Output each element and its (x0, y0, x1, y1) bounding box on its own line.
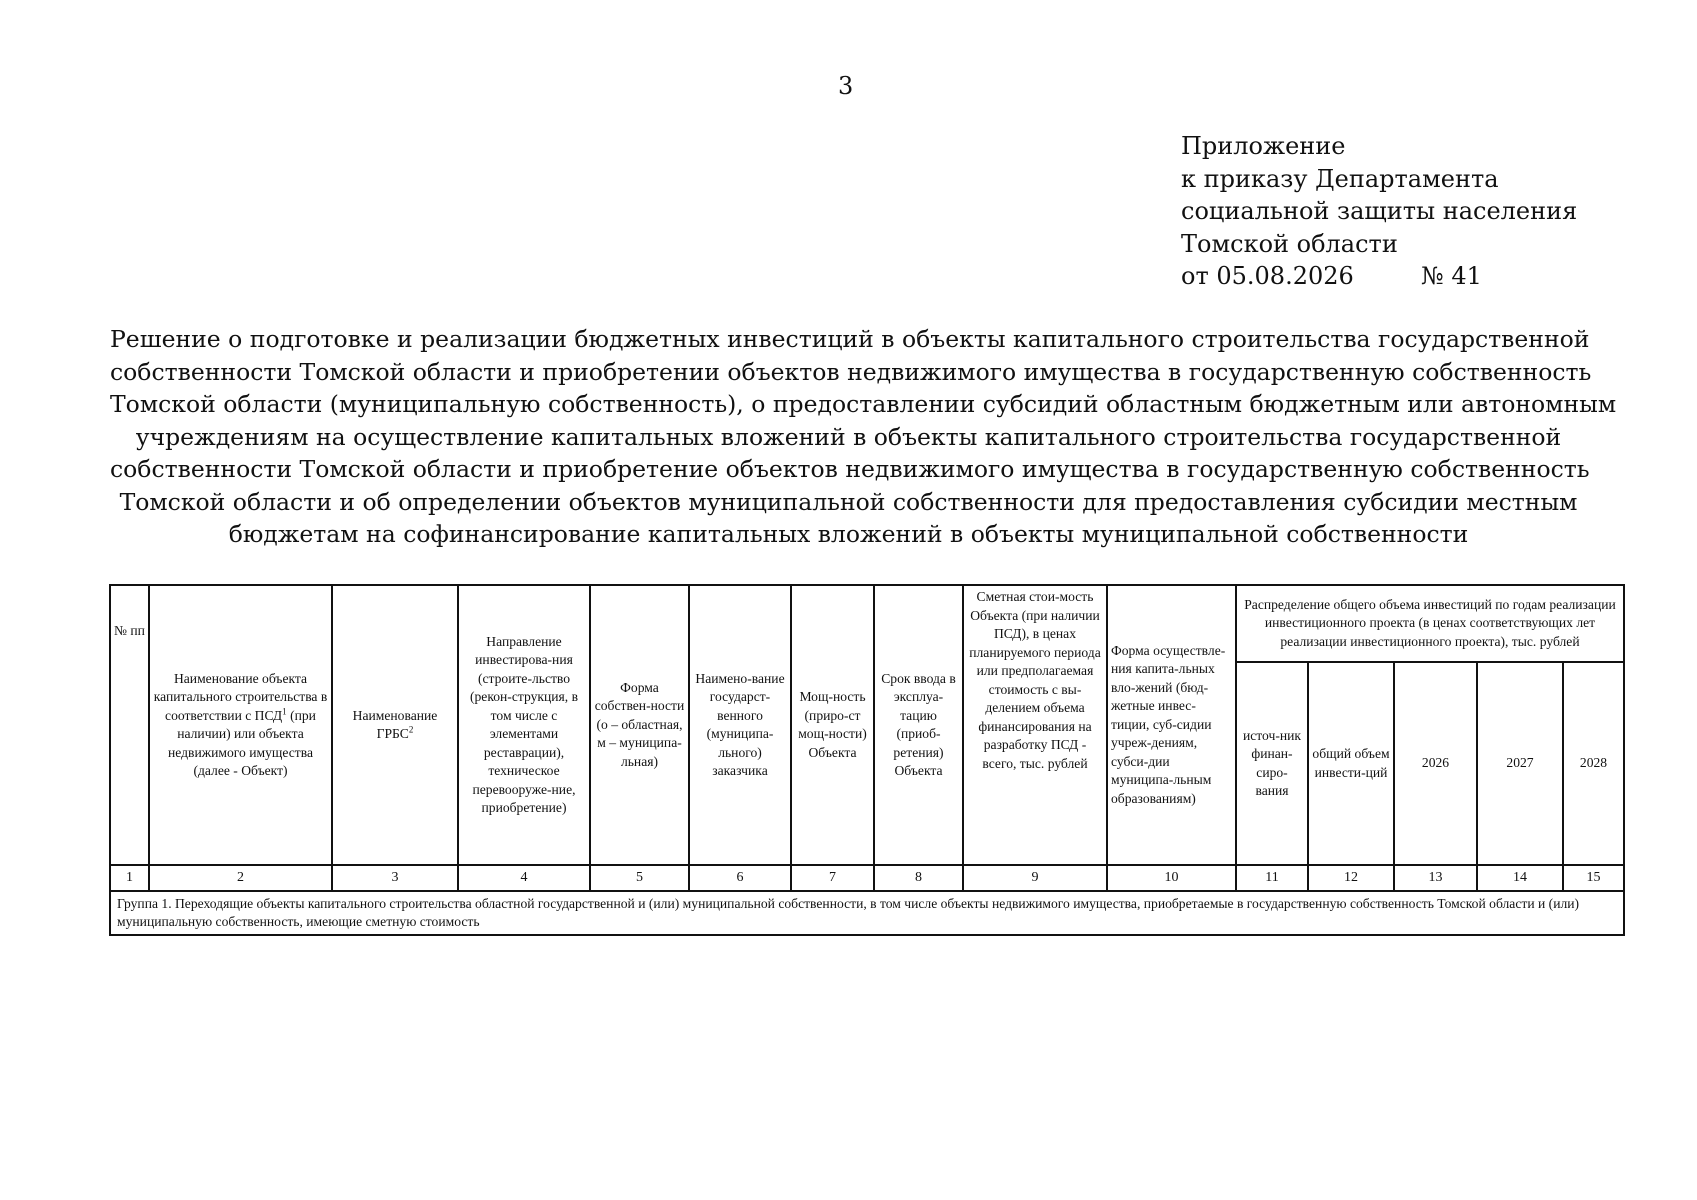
column-number: 10 (1107, 865, 1236, 891)
title-line: Томской области (муниципальную собственность), о предоставлении субсидий областным бюджетным или автономным (110, 390, 1617, 418)
header-text: Наименование ГРБС (352, 707, 438, 741)
column-number: 4 (458, 865, 590, 891)
footnote-mark: 1 (282, 705, 287, 716)
header-cell-commissioning-date: Срок ввода в эксплуа-тацию (приоб-ретения) Объекта (874, 585, 963, 865)
page-number: 3 (838, 72, 854, 100)
header-cell-year-2027: 2027 (1477, 662, 1563, 865)
title-line: Томской области и об определении объектов муниципальной собственности для предоставления субсидии местным (119, 487, 1578, 516)
header-cell-grbs (332, 585, 458, 865)
title-line: бюджетам на софинансирование капитальных вложений в объекты муниципальной собственности (228, 520, 1469, 548)
investment-table (109, 584, 1625, 936)
column-number: 6 (689, 865, 791, 891)
column-number: 7 (791, 865, 874, 891)
header-cell-total-volume: общий объем инвести-ций (1308, 662, 1394, 865)
column-number: 1 (110, 865, 149, 891)
column-number: 13 (1394, 865, 1477, 891)
appendix-line: к приказу Департамента (1181, 164, 1499, 193)
order-date: от 05.08.2026 (1181, 262, 1354, 290)
column-number: 2 (149, 865, 332, 891)
header-cell-capacity: Мощ-ность (приро-ст мощ-ности) Объекта (791, 585, 874, 865)
group-row-text: Группа 1. Переходящие объекты капитального строительства областной государственной и (или) муниципальной собственности, в том числе объекты недвижимого имущества, приобретаемые в государственную собственность Томской области и (или) муниципальную собственность, имеющие сметную стоимость (110, 891, 1624, 935)
column-number: 12 (1308, 865, 1394, 891)
column-number: 14 (1477, 865, 1563, 891)
header-text: (при наличии) или объекта недвижимого имущества (далее - Объект) (168, 707, 316, 778)
appendix-block (1181, 130, 1601, 293)
header-cell-distribution: Распределение общего объема инвестиций по годам реализации инвестиционного проекта (в ценах соответствующих лет реализации инвестиционного проекта), тыс. рублей (1236, 585, 1624, 662)
column-number: 8 (874, 865, 963, 891)
appendix-line: Приложение (1181, 132, 1346, 160)
header-cell-investment-form: Форма осуществле-ния капита-льных вло-жений (бюд-жетные инвес-тиции, суб-сидии учреж-дениям, субси-дии муниципа-льным образованиям) (1107, 585, 1236, 865)
order-number: № 41 (1421, 262, 1482, 290)
appendix-line: социальной защиты населения (1181, 197, 1578, 225)
column-number-row (110, 865, 1624, 891)
column-number: 5 (590, 865, 689, 891)
footnote-mark: 2 (408, 724, 414, 735)
group-row (110, 891, 1624, 935)
header-text: Наименование объекта капитального строительства в соответствии с ПСД (153, 670, 328, 723)
header-cell-object-name (149, 585, 332, 865)
header-cell-ownership-form: Форма собствен-ности (о – областная, м – муниципа-льная) (590, 585, 689, 865)
title-line: собственности Томской области и приобретении объектов недвижимого имущества в государственную собственность (110, 357, 1592, 386)
column-number: 15 (1563, 865, 1624, 891)
header-cell-year-2028: 2028 (1563, 662, 1624, 865)
title-line: учреждениям на осуществление капитальных вложений в объекты капитального строительства государственной (135, 422, 1562, 451)
header-cell-pp: № пп (110, 585, 149, 865)
column-number: 9 (963, 865, 1107, 891)
title-line: собственности Томской области и приобретение объектов недвижимого имущества в государственную собственность (110, 455, 1590, 483)
appendix-date-line (1181, 260, 1601, 293)
header-cell-funding-source: источ-ник финан-сиро-вания (1236, 662, 1308, 865)
column-number: 11 (1236, 865, 1308, 891)
header-cell-year-2026: 2026 (1394, 662, 1477, 865)
appendix-line: Томской области (1181, 229, 1398, 258)
title-line: Решение о подготовке и реализации бюджетных инвестиций в объекты капитального строительства государственной (110, 325, 1590, 353)
document-title (110, 323, 1617, 551)
header-row-1 (110, 585, 1624, 662)
column-number: 3 (332, 865, 458, 891)
header-cell-direction: Направление инвестирова-ния (строите-льство (рекон-струкция, в том числе с элементами реставрации), техническое перевооруже-ние, приобретение) (458, 585, 590, 865)
header-cell-estimated-cost: Сметная стои-мость Объекта (при наличии ПСД), в ценах планируемого периода или предполагаемая стоимость с вы-делением объема финансирования на разработку ПСД - всего, тыс. рублей (963, 585, 1107, 865)
header-cell-customer: Наимено-вание государст-венного (муниципа-льного) заказчика (689, 585, 791, 865)
